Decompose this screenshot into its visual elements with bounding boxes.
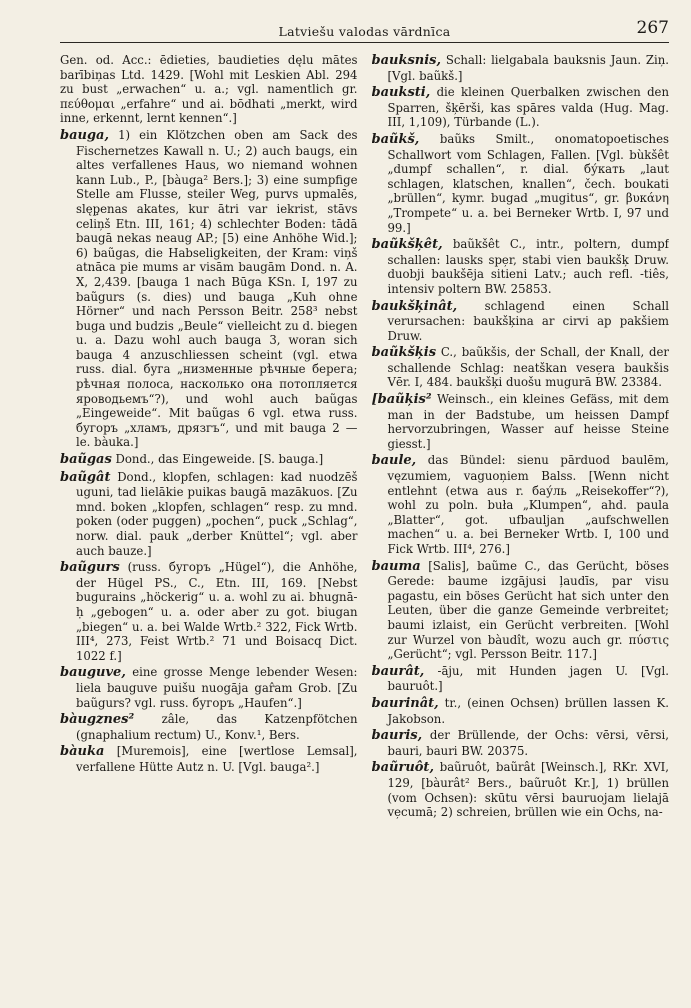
entry-definition: eine grosse Menge lebender Wesen: liela bauguve puišu nuogāja gar̂am Grob. [Zu baũgurs? vgl. russ. бугоръ „Haufen“.] <box>76 665 358 710</box>
entry-definition: Gen. od. Acc.: ēdieties, baudieties dęlu mātes barībiņas Ltd. 1429. [Wohl mit Leskien Abl. 294 zu bust „erwachen“ u. a.; vgl. namentlich gr. πεύθομαι „erfahre“ und ai. bōdhati „merkt, wird inne, erkennt, lernt kennen“.] <box>60 53 358 126</box>
right-column <box>372 53 670 1008</box>
entry-headword: baũruôt, <box>371 760 434 776</box>
dictionary-entry <box>372 237 670 296</box>
dictionary-entry <box>372 453 670 556</box>
entry-headword: baũgas <box>60 452 112 468</box>
entry-definition: die kleinen Querbalken zwischen den Sparren, šķērši, kas spāres valda (Hug. Mag. III, 1,109), Türbande (L.). <box>387 85 669 130</box>
entry-headword: bauga, <box>60 127 110 143</box>
entry-headword: baukšķinât, <box>371 298 458 314</box>
dictionary-entry <box>60 712 358 742</box>
entry-definition: (russ. бугоръ „Hügel“), die Anhöhe, der Hügel PS., C., Etn. III, 169. [Nebst bugurains „höckerig“ u. a. wohl zu ai. bhugnā-ḥ „gebogen“ u. a. oder aber zu got. biugan „biegen“ u. a. bei Walde Wrtb.² 322, Fick Wrtb. III⁴, 273, Feist Wrtb.² 71 und Boisacq Dict. 1022 f.] <box>76 560 358 663</box>
dictionary-entry <box>372 728 670 758</box>
entry-headword: baũkšķêt, <box>371 237 443 253</box>
dictionary-entry <box>372 392 670 451</box>
entry-headword: baule, <box>371 453 417 469</box>
dictionary-entry <box>372 299 670 344</box>
entry-definition: der Brüllende, der Ochs: vērsi, vērsi, bauri, bauri BW. 20375. <box>387 728 669 758</box>
dictionary-entry <box>372 760 670 819</box>
dictionary-entry <box>60 452 358 468</box>
entry-headword: bàugznes² <box>60 712 135 728</box>
dictionary-entry <box>372 85 670 130</box>
dictionary-entry <box>60 560 358 663</box>
entry-headword: bauguve, <box>60 665 126 681</box>
entry-definition: baũks Smilt., onomatopoetisches Schallwort vom Schlagen, Fallen. [Vgl. bùkšêt „dumpf schallen“, r. dial. бу́кать „laut schlagen, klatschen, knallen“, čech. boukati „brüllen“, kymr. bugad „mugitus“, gr. βυκάνη „Trompete“ u. a. bei Berneker Wrtb. I, 97 und 99.] <box>387 131 669 235</box>
running-title: Latviešu valodas vārdnīca <box>278 24 451 39</box>
entry-headword: bàuka <box>60 744 105 760</box>
entry-definition: C., baũkšis, der Schall, der Knall, der schallende Schlag: neatškan vese̦ra baukšis Vēr. I, 484. baukšķi duošu mugurā BW. 23384. <box>387 345 669 390</box>
dictionary-entry <box>60 470 358 559</box>
page-number: 267 <box>636 18 669 38</box>
dictionary-entry <box>372 559 670 662</box>
entry-definition: Weinsch., ein kleines Gefäss, mit dem man in der Badstube, um heissen Dampf hervorzubringen, Wasser auf heisse Steine giesst.] <box>387 392 669 451</box>
entry-definition: 1) ein Klötzchen oben am Sack des Fischernetzes Kawall n. U.; 2) auch baugs, ein altes verfallenes Haus, wo niemand wohnen kann Lub., P., [bàuga² Bers.]; 3) eine sumpfige Stelle am Flusse, steiler Weg, purvs upmalēs, slęp̧enas akates, kur ātri var iekrist, stāvs celiņš Etn. III, 161; 4) schlechter Boden: tādā baugā nekas neaug AP.; [5) eine Anhöhe Wid.]; 6) baũgas, die Habseligkeiten, der Kram: viņš atnāca pie mums ar visām baugām Dond. n. A. X, 2,439. [bauga 1 nach Būga KSn. I, 197 zu baũgurs (s. dies) und bauga „Kuh ohne Hörner“ und nach Persson Beitr. 258³ nebst buga und budzis „Beule“ vielleicht zu d. biegen u. a. Dazu wohl auch bauga 3, woran sich bauga 4 anzuschliessen scheint (vgl. etwa russ. dial. буга „низменные рѣчные берега; рѣчная полоса, насколько она потопляется яроводьемъ“?), und wohl auch baũgas „Eingeweide“. Mit baũgas 6 vgl. etwa russ. бугоръ „хламъ, дрязгъ“, und mit bauga 2 — le. bàuka.] <box>76 127 358 450</box>
entry-headword: baũkšķis <box>371 345 437 361</box>
entry-definition: baũkšêt C., intr., poltern, dumpf schallen: lausks spe̦r, stabi vien baukšķ Druw. duobji baukšēja sitieni Latv.; auch refl. -tiês, intensiv poltern BW. 25853. <box>387 237 669 296</box>
dictionary-entry <box>372 132 670 235</box>
entry-definition: [Muremois], eine [wertlose Lemsal], verfallene Hütte Autz n. U. [Vgl. bauga².] <box>76 744 358 774</box>
entry-headword: baũgât <box>60 469 111 485</box>
entry-definition: Dond., das Eingeweide. [S. bauga.] <box>115 452 324 467</box>
entry-definition: Dond., klopfen, schlagen: kad nuodzēš uguni, tad lielākie puikas baugā mazākuos. [Zu mnd. boken „klopfen, schlagen“ resp. zu mnd. poken (oder puggen) „pochen“, puck „Schlag“, norw. dial. pauk „derber Knüttel“; vgl. aber auch bauze.] <box>76 469 358 558</box>
dictionary-entry <box>372 53 670 83</box>
entry-definition: baũruôt, baũrât [Weinsch.], RKr. XVI, 129, [bàurât² Bers., baũruôt Kr.], 1) brüllen (vom Ochsen): skūtu vērsi bauruojam lielajā ve̦cumā; 2) schreien, brüllen wie ein Ochs, na- <box>387 760 669 820</box>
entry-definition: zâle, das Katzenpfötchen (gnaphalium rectum) U., Konv.¹, Bers. <box>76 712 358 742</box>
dictionary-entry <box>372 664 670 694</box>
entry-headword: bauris, <box>371 728 423 744</box>
dictionary-entry <box>372 696 670 726</box>
entry-definition: schlagend einen Schall verursachen: baukšķina ar cirvi ap pakšiem Druw. <box>387 298 669 343</box>
entry-headword: bauksti, <box>371 85 431 101</box>
left-column <box>60 53 358 1008</box>
entry-headword: bauksnis, <box>371 53 442 68</box>
entry-definition: Schall: lielgabala bauksnis Jaun. Ziņ. [Vgl. baũkš.] <box>387 53 669 83</box>
entry-headword: [baũķis² <box>371 392 432 408</box>
entry-headword: bauma <box>371 558 421 574</box>
entry-definition: das Bündel: sienu pārduod baulēm, vęzumiem, vaguoņiem Balss. [Wenn nicht entlehnt (etwa aus r. бау́ль „Reisekoffer“?), wohl zu poln. buła „Klumpen“, ahd. paula „Blatter“, got. ufbauljan „aufschwellen machen“ u. a. bei Berneker Wrtb. I, 100 und Fick Wrtb. III⁴, 276.] <box>387 453 669 556</box>
dictionary-entry <box>60 128 358 450</box>
entry-headword: baũkš, <box>371 131 420 147</box>
text-columns <box>60 53 669 1008</box>
dictionary-entry <box>372 345 670 390</box>
entry-definition: tr., (einen Ochsen) brüllen lassen K. Jakobson. <box>387 695 669 726</box>
page-header <box>60 16 669 43</box>
entry-headword: baũgurs <box>60 560 120 576</box>
dictionary-entry <box>60 665 358 710</box>
entry-definition: -āju, mit Hunden jagen U. [Vgl. bauruôt.] <box>387 663 669 694</box>
entry-headword: baurinât, <box>371 695 439 711</box>
entry-headword: baurât, <box>371 663 425 679</box>
dictionary-entry <box>60 53 358 126</box>
dictionary-entry <box>60 744 358 774</box>
entry-definition: [Salis], baũme C., das Gerücht, böses Gerede: baume izgājusi ļaudīs, par visu pagastu, ein böses Gerücht hat sich unter den Leuten, über die ganze Gemeinde verbreitet; baumi izlaist, ein Gerücht verbreiten. [Wohl zur Wurzel von bàudît, wozu auch gr. πύστις „Gerücht“; vgl. Persson Beitr. 117.] <box>387 558 669 662</box>
